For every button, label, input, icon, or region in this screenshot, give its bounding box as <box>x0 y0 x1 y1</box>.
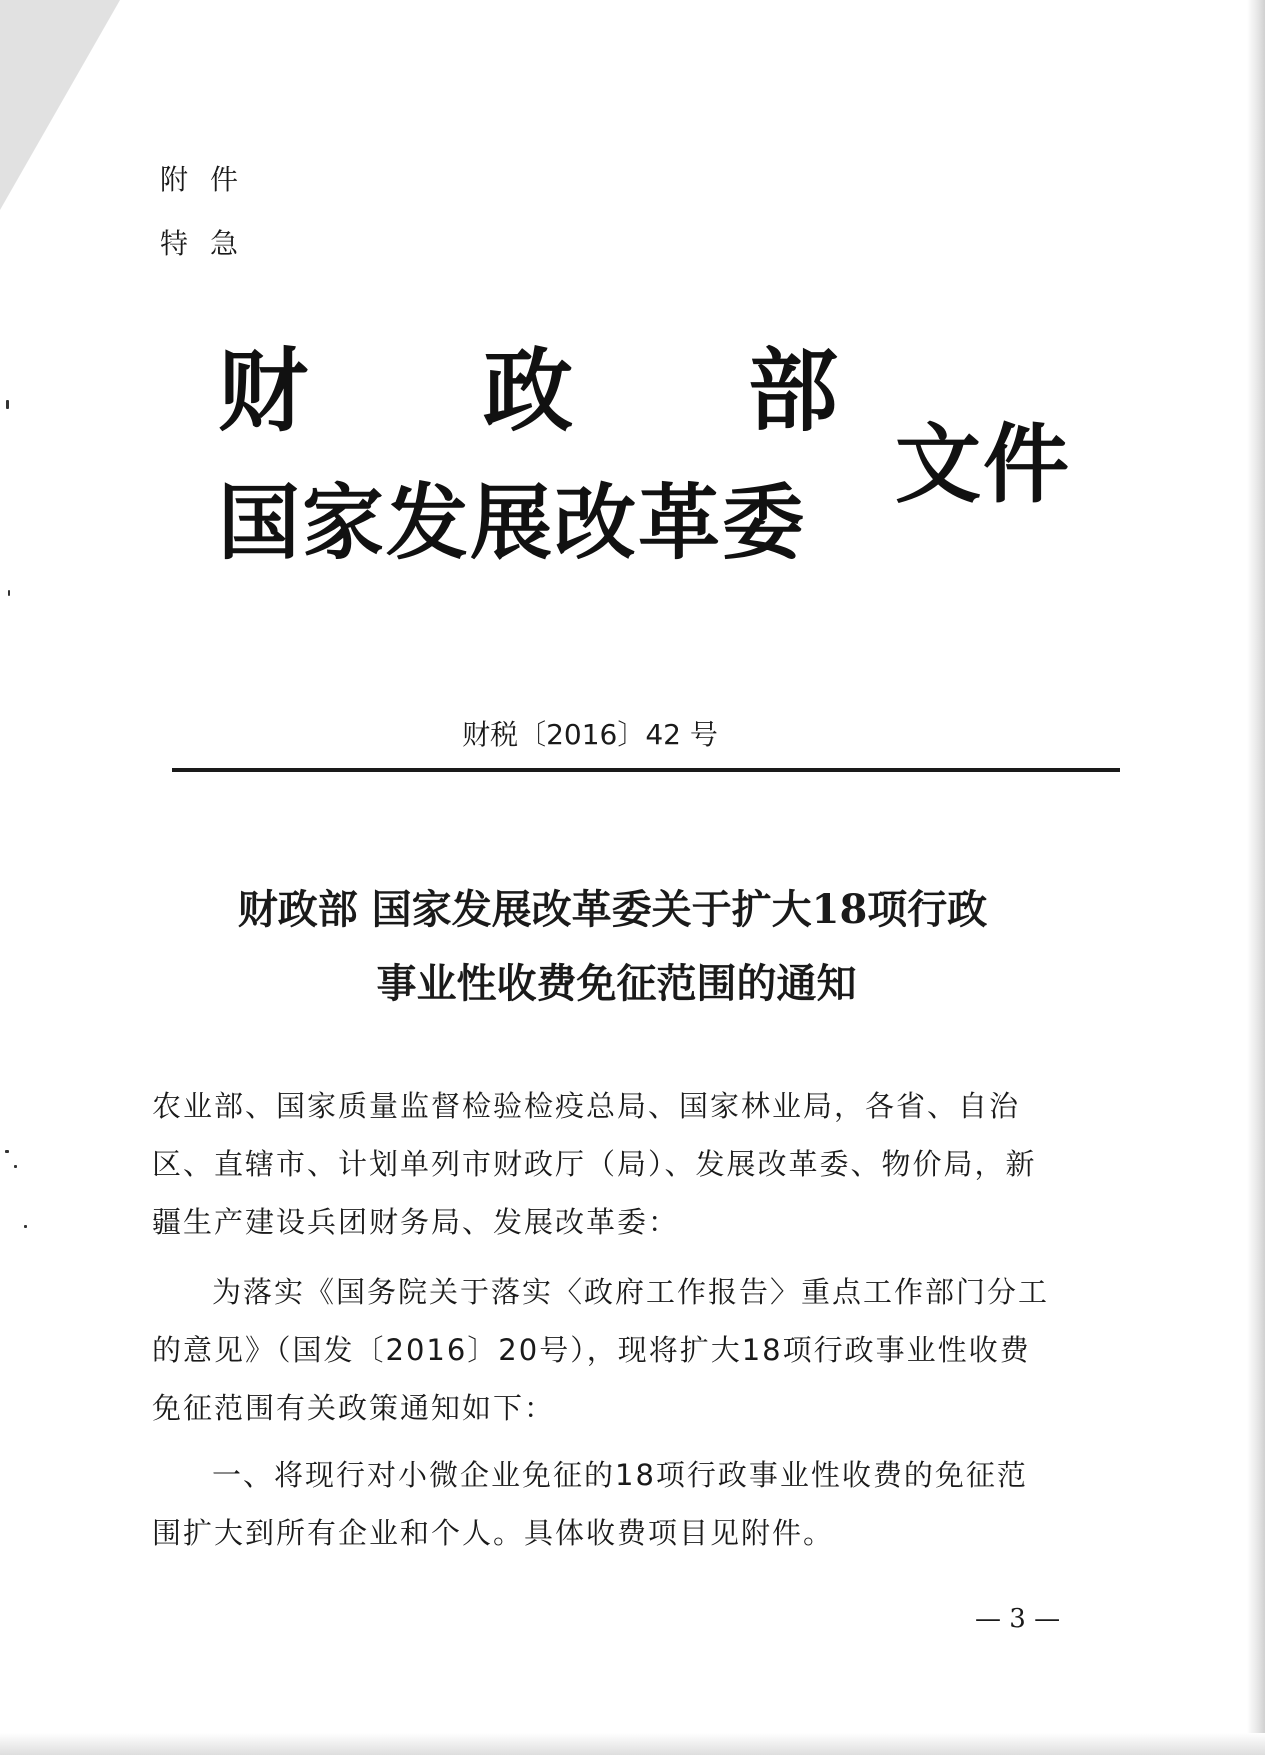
issuer-ministry-of-finance: 财政部 <box>218 338 1013 444</box>
paragraph-line: 为落实《国务院关于落实〈政府工作报告〉重点工作部门分工 <box>212 1275 1050 1309</box>
paragraph-intro <box>152 1263 1102 1437</box>
paragraph-line: 一、将现行对小微企业免征的18项行政事业性收费的免征范 <box>212 1458 1028 1492</box>
document-number: 财税〔2016〕42 号 <box>462 718 718 751</box>
scan-edge-bottom <box>0 1733 1265 1755</box>
addressee-line: 区、直辖市、计划单列市财政厅（局）、发展改革委、物价局，新 <box>152 1147 1037 1181</box>
scan-edge-right <box>1247 0 1265 1755</box>
paragraph-line: 围扩大到所有企业和个人。具体收费项目见附件。 <box>152 1516 835 1550</box>
addressee-line: 疆生产建设兵团财务局、发展改革委： <box>152 1205 680 1239</box>
document-word: 文件 <box>895 414 1071 515</box>
paragraph-line: 的意见》（国发〔2016〕20号），现将扩大18项行政事业性收费 <box>152 1333 1031 1367</box>
page-number: — 3 — <box>975 1604 1061 1634</box>
addressee-block <box>152 1077 1102 1251</box>
issuer-ndrc: 国家发展改革委 <box>218 475 807 571</box>
document-title-line-1: 财政部 国家发展改革委关于扩大18项行政 <box>237 886 988 933</box>
header-divider-rule <box>172 768 1120 772</box>
paragraph-item-one <box>152 1446 1102 1562</box>
addressee-line: 农业部、国家质量监督检验检疫总局、国家林业局，各省、自治 <box>152 1089 1021 1123</box>
scan-speck <box>5 1150 9 1153</box>
urgency-label: 特急 <box>160 227 261 260</box>
scan-speck <box>6 400 9 409</box>
scan-speck <box>8 590 10 596</box>
attachment-label: 附件 <box>160 163 261 196</box>
document-title-line-2: 事业性收费免征范围的通知 <box>376 960 857 1007</box>
scan-speck <box>24 1225 27 1228</box>
scan-fold-corner <box>0 0 120 210</box>
scan-speck <box>14 1165 17 1168</box>
paragraph-line: 免征范围有关政策通知如下： <box>152 1391 556 1425</box>
